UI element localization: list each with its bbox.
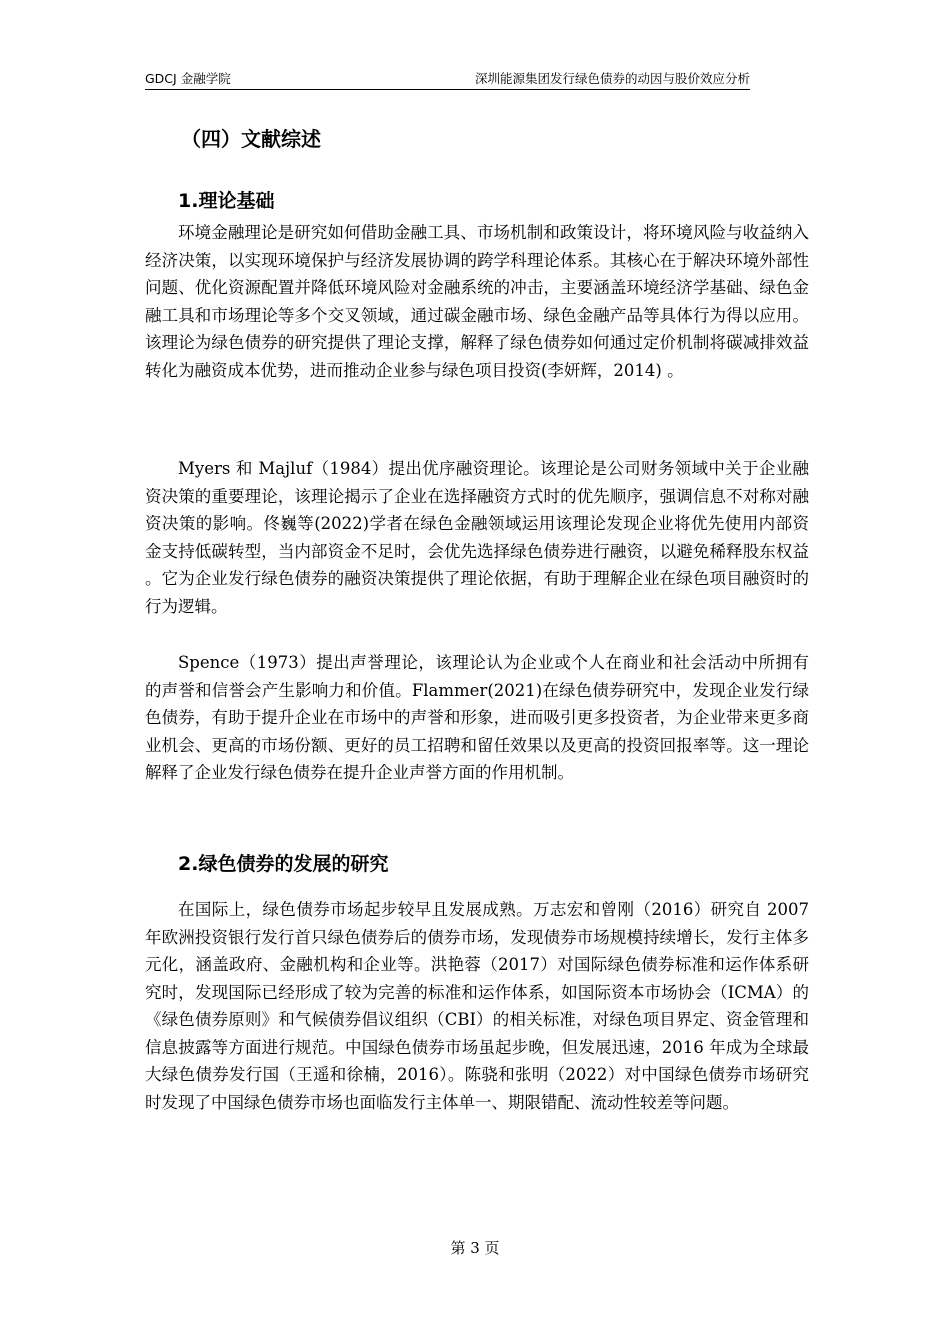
page-header [145, 71, 750, 90]
paragraph-pecking-order: Myers 和 Majluf（1984）提出优序融资理论。该理论是公司财务领域中关于企业融资决策的重要理论，该理论揭示了企业在选择融资方式时的优先顺序，强调信息不对称对融资决策的影响。佟巍等(2022)学者在绿色金融领域运用该理论发现企业将优先使用内部资金支持低碳转型，当内部资金不足时，会优先选择绿色债券进行融资，以避免稀释股东权益 。它为企业发行绿色债券的融资决策提供了理论依据，有助于理解企业在绿色项目融资时的行为逻辑。 [145, 459, 809, 616]
paragraph-environmental-finance: 环境金融理论是研究如何借助金融工具、市场机制和政策设计，将环境风险与收益纳入经济决策，以实现环境保护与经济发展协调的跨学科理论体系。其核心在于解决环境外部性问题、优化资源配置并降低环境风险对金融系统的冲击，主要涵盖环境经济学基础、绿色金融工具和市场理论等多个交叉领域，通过碳金融市场、绿色金融产品等具体行为得以应用。该理论为绿色债券的研究提供了理论支撑，解释了绿色债券如何通过定价机制将碳减排效益转化为融资成本优势，进而推动企业参与绿色项目投资(李妍辉，2014) 。 [145, 223, 809, 380]
header-institution: GDCJ 金融学院 [145, 71, 231, 86]
header-thesis-title: 深圳能源集团发行绿色债券的动因与股价效应分析 [474, 71, 750, 86]
subsection-title-theory: 1.理论基础 [178, 190, 275, 212]
paragraph-green-bond-market: 在国际上，绿色债券市场起步较早且发展成熟。万志宏和曾刚（2016）研究自 2007 年欧洲投资银行发行首只绿色债券后的债券市场，发现债券市场规模持续增长，发行主体多元化，涵盖政府、金融机构和企业等。洪艳蓉（2017）对国际绿色债券标准和运作体系研究时，发现国际已经形成了较为完善的标准和运作体系，如国际资本市场协会（ICMA）的《绿色债券原则》和气候债券倡议组织（CBI）的相关标准，对绿色项目界定、资金管理和信息披露等方面进行规范。中国绿色债券市场虽起步晚，但发展迅速，2016 年成为全球最大绿色债券发行国（王遥和徐楠，2016）。陈骁和张明（2022）对中国绿色债券市场研究时发现了中国绿色债券市场也面临发行主体单一、期限错配、流动性较差等问题。 [145, 900, 809, 1112]
subsection-title-green-bond-development: 2.绿色债券的发展的研究 [178, 853, 389, 875]
paragraph-reputation-theory: Spence（1973）提出声誉理论，该理论认为企业或个人在商业和社会活动中所拥有的声誉和信誉会产生影响力和价值。Flammer(2021)在绿色债券研究中，发现企业发行绿色债券，有助于提升企业在市场中的声誉和形象，进而吸引更多投资者，为企业带来更多商业机会、更高的市场份额、更好的员工招聘和留任效果以及更高的投资回报率等。这一理论解释了企业发行绿色债券在提升企业声誉方面的作用机制。 [145, 653, 809, 782]
section-title: （四）文献综述 [181, 127, 321, 151]
page-number: 第 3 页 [450, 1239, 500, 1257]
